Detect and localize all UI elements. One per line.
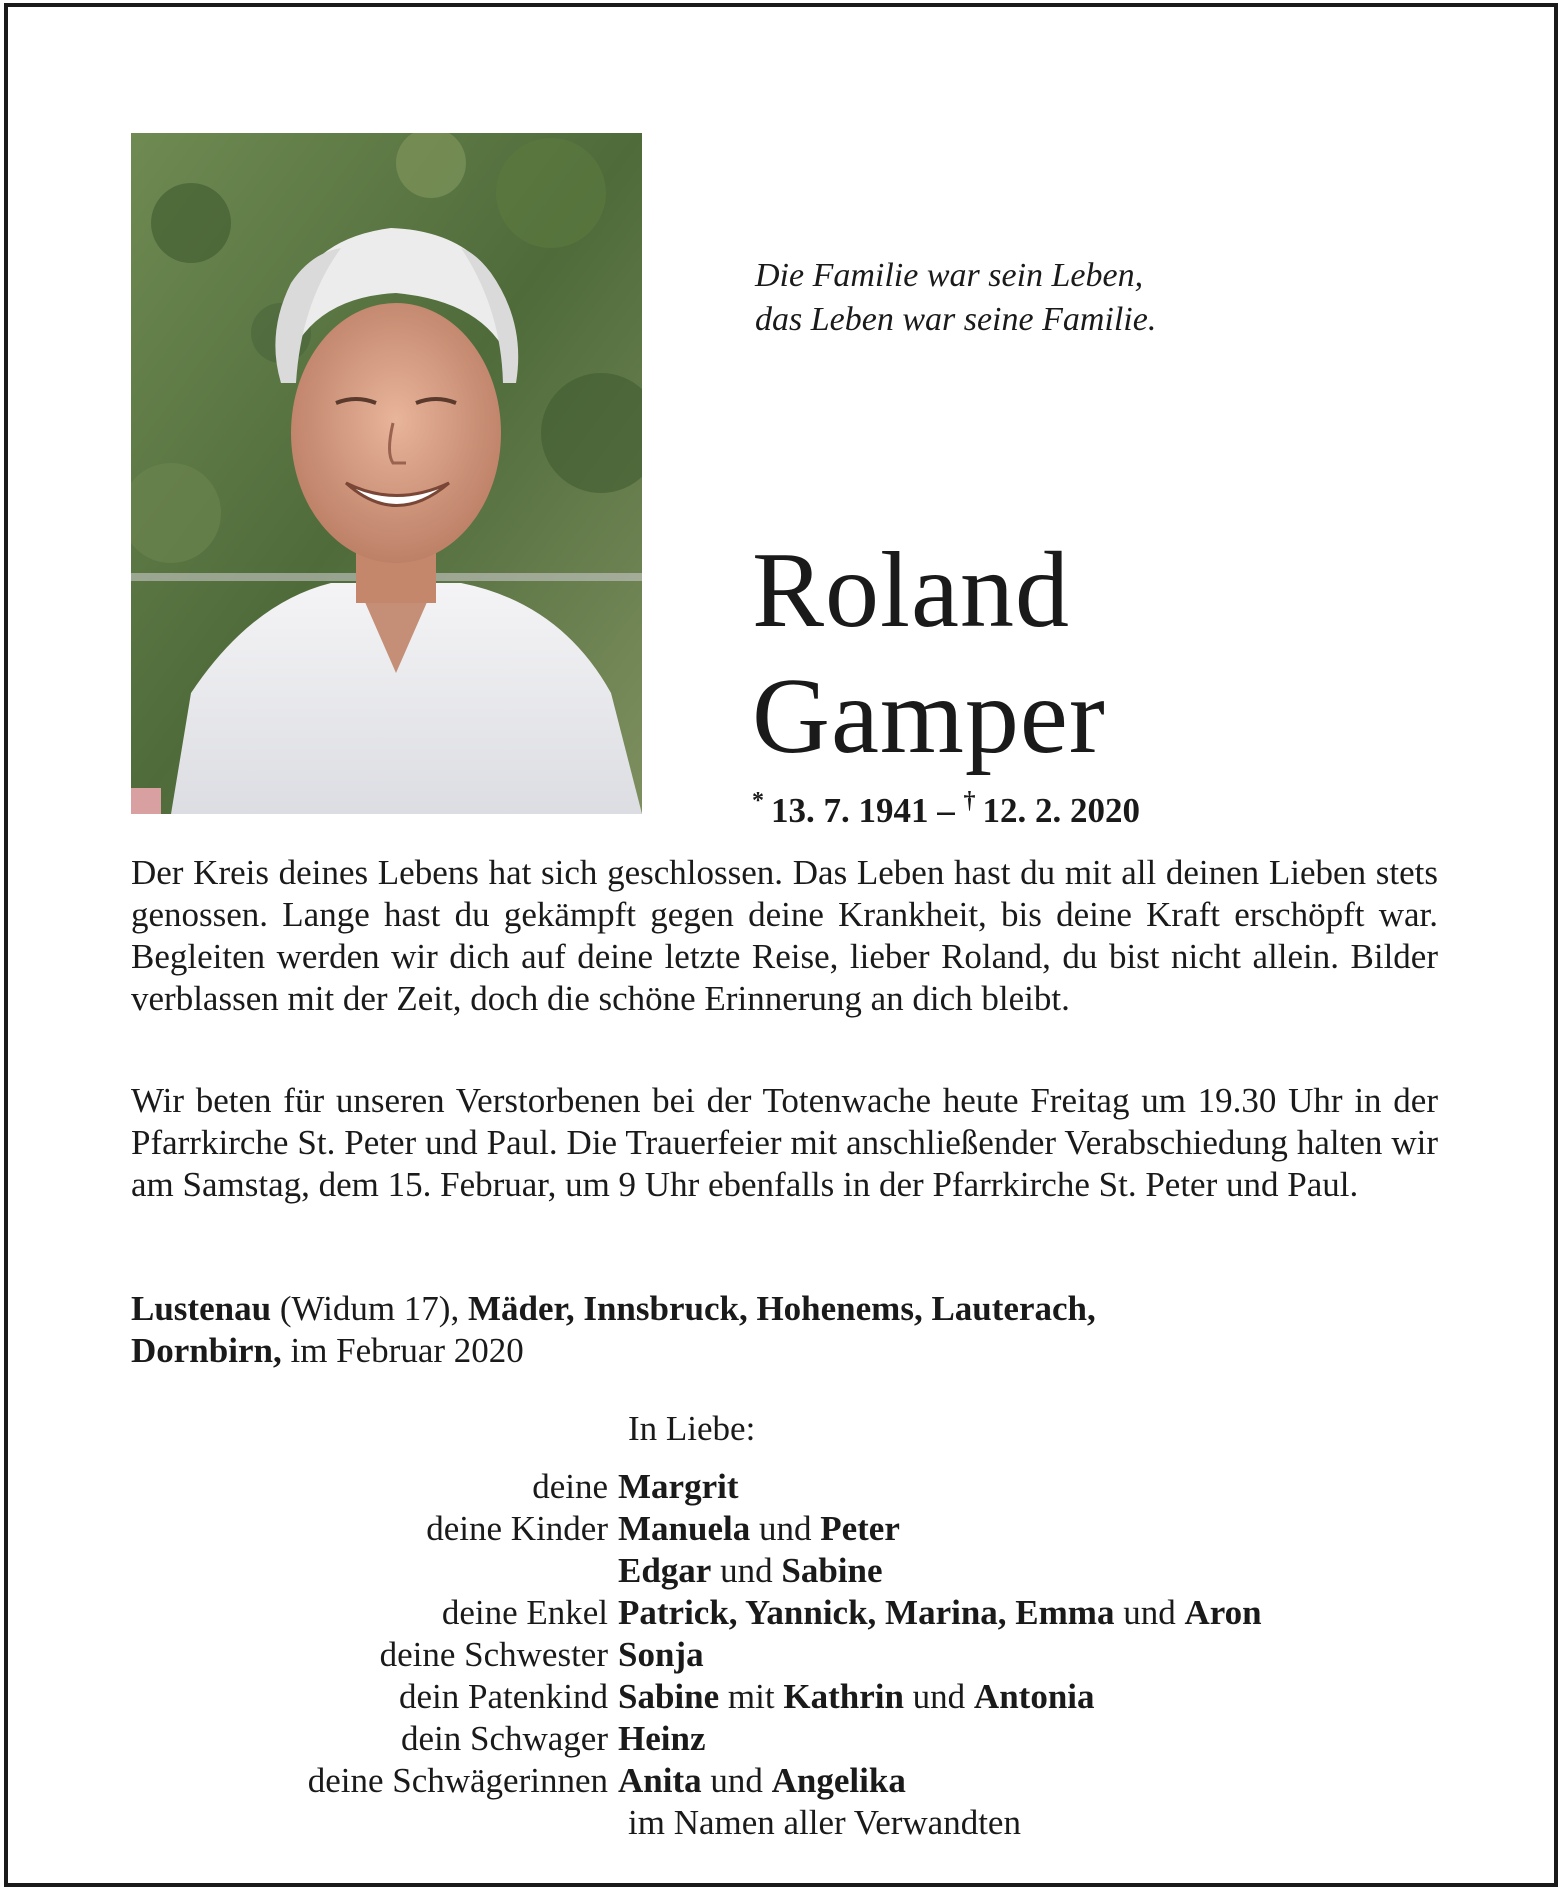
signer-name: Anita	[618, 1761, 702, 1800]
last-name: Gamper	[752, 657, 1106, 776]
signer-name: Heinz	[618, 1719, 706, 1758]
signer-name: Aron	[1184, 1593, 1262, 1632]
signer-names	[618, 1466, 738, 1508]
signer-row	[131, 1760, 1451, 1802]
signer-names	[618, 1550, 883, 1592]
deceased-name	[752, 528, 1106, 780]
signer-name: Manuela	[618, 1509, 751, 1548]
paragraph-farewell: Der Kreis deines Lebens hat sich geschlossen. Das Leben hast du mit all deinen Lieben stets genossen. Lange hast du gekämpft gegen deine Krankheit, bis deine Kraft erschöpft war. Begleiten werden wir dich auf deine letzte Reise, lieber Roland, du bist nicht allein. Bilder verblassen mit der Zeit, doch die schöne Erinnerung an dich bleibt.	[131, 853, 1438, 1018]
signer-names	[618, 1592, 1262, 1634]
signer-names	[618, 1508, 900, 1550]
relation-label: deine Schwester	[379, 1635, 608, 1674]
signer-name: Angelika	[771, 1761, 906, 1800]
first-name: Roland	[752, 531, 1070, 650]
notice-date: im Februar 2020	[281, 1331, 524, 1370]
signer-row	[131, 1718, 1451, 1760]
connector: und	[903, 1677, 974, 1716]
signer-name: Sonja	[618, 1635, 704, 1674]
paragraph-service-info: Wir beten für unseren Verstorbenen bei der Totenwache heute Freitag um 19.30 Uhr in der Pfarrkirche St. Peter und Paul. Die Trauerfeier mit anschließender Verabschiedung halten wir am Samstag, dem 15. Februar, um 9 Uhr ebenfalls in der Pfarrkirche St. Peter und Paul.	[131, 1081, 1438, 1204]
towns-list: Mäder, Innsbruck, Hohenems, Lauterach,	[467, 1289, 1096, 1328]
signer-name: Margrit	[618, 1467, 739, 1506]
motto-quote	[755, 254, 1275, 342]
signer-row	[131, 1550, 1451, 1592]
signer-name: Edgar	[618, 1551, 712, 1590]
signer-row	[131, 1508, 1451, 1550]
death-symbol: †	[963, 788, 976, 814]
signer-name: Patrick, Yannick, Marina, Emma	[618, 1593, 1115, 1632]
signer-names	[618, 1676, 1095, 1718]
connector: und	[701, 1761, 772, 1800]
closing-line: im Namen aller Verwandten	[628, 1803, 1021, 1842]
signers-list	[131, 1466, 1451, 1844]
relation-label	[131, 1550, 618, 1592]
relation-label: deine Kinder	[426, 1509, 608, 1548]
relation-label: dein Patenkind	[399, 1677, 608, 1716]
connector: und	[711, 1551, 782, 1590]
relation-label: dein Schwager	[400, 1719, 608, 1758]
signer-row	[131, 1466, 1451, 1508]
town-lustenau: Lustenau	[131, 1289, 272, 1328]
in-love-intro: In Liebe:	[628, 1409, 756, 1448]
place-and-date	[131, 1288, 1451, 1372]
birth-symbol: *	[752, 788, 764, 814]
address: (Widum 17),	[271, 1289, 468, 1328]
motto-line-1: Die Familie war sein Leben,	[755, 257, 1144, 294]
signer-name: Sabine	[781, 1551, 883, 1590]
signer-row	[131, 1592, 1451, 1634]
signer-name: Peter	[820, 1509, 900, 1548]
death-date: 12. 2. 2020	[982, 791, 1141, 830]
relation-label: deine Enkel	[441, 1593, 608, 1632]
signer-names	[618, 1634, 704, 1676]
signer-row	[131, 1676, 1451, 1718]
relation-label: deine Schwägerinnen	[307, 1761, 608, 1800]
connector: und	[1114, 1593, 1185, 1632]
signer-name: Sabine	[618, 1677, 720, 1716]
motto-line-2: das Leben war seine Familie.	[755, 301, 1157, 338]
life-dates	[752, 779, 1140, 833]
signer-row	[131, 1634, 1451, 1676]
date-separator: –	[928, 791, 964, 830]
connector: und	[750, 1509, 821, 1548]
signer-name: Antonia	[973, 1677, 1095, 1716]
birth-date: 13. 7. 1941	[771, 791, 929, 830]
relation-label: deine	[532, 1467, 608, 1506]
signer-name: Kathrin	[783, 1677, 904, 1716]
town-dornbirn: Dornbirn,	[131, 1331, 282, 1370]
connector: mit	[719, 1677, 784, 1716]
signer-names	[618, 1718, 705, 1760]
portrait-photo	[131, 133, 642, 814]
signer-names	[618, 1760, 906, 1802]
